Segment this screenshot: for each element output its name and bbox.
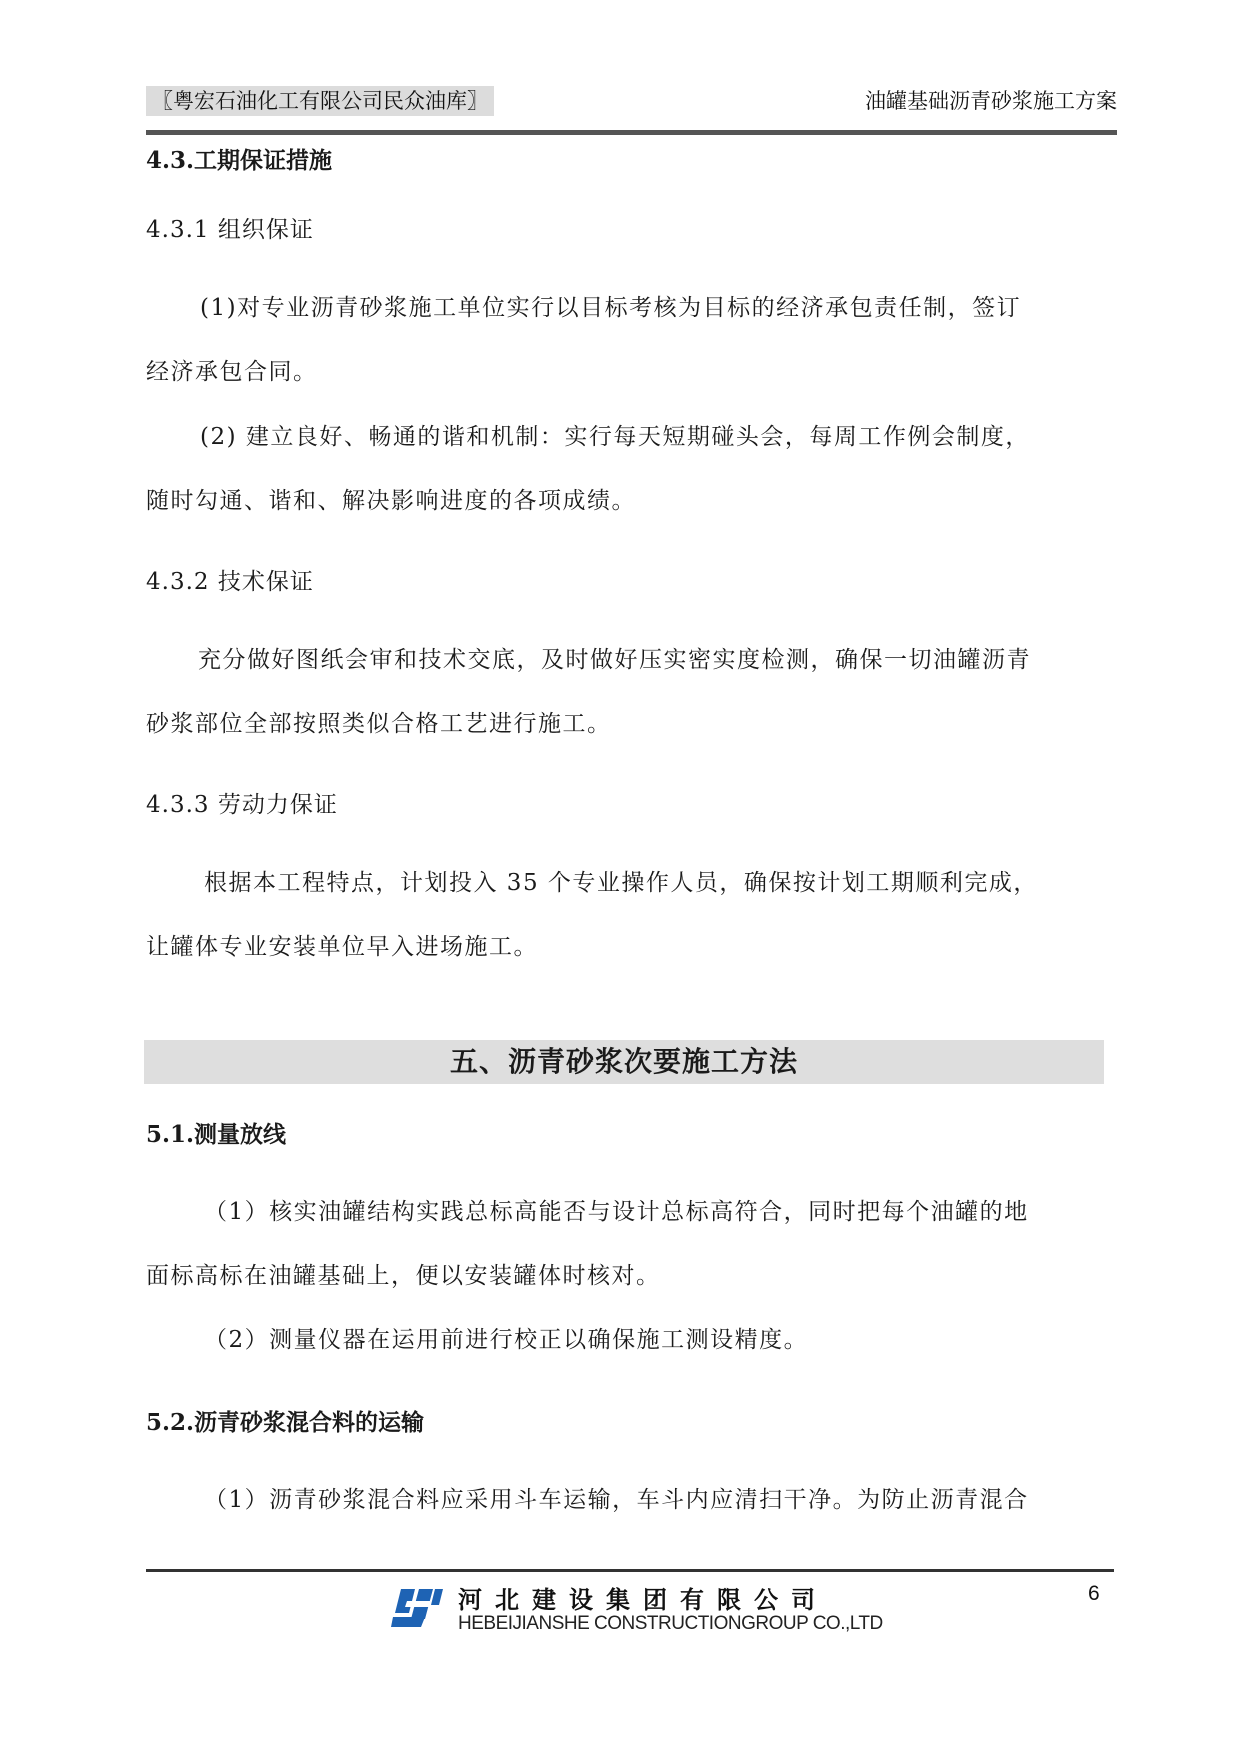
paragraph-4-3-2-line2: 砂浆部位全部按照类似合格工艺进行施工。 [146,711,612,737]
paragraph-4-3-3-line2: 让罐体专业安装单位早入进场施工。 [146,934,538,960]
section-heading-4-3: 4.3.工期保证措施 [146,147,333,174]
paragraph-5-1-1-line2: 面标高标在油罐基础上，便以安装罐体时核对。 [146,1263,661,1289]
paragraph-4-3-1-2-line2: 随时勾通、谐和、解决影响进度的各项成绩。 [146,488,636,514]
footer-company-name-en: HEBEIJIANSHE CONSTRUCTIONGROUP CO.,LTD [458,1613,883,1634]
paragraph-5-1-2: （2）测量仪器在运用前进行校正以确保施工测设精度。 [204,1327,809,1353]
company-logo-icon [391,1583,443,1631]
paragraph-5-1-1-line1: （1）核实油罐结构实践总标高能否与设计总标高符合，同时把每个油罐的地 [204,1199,1029,1225]
paragraph-4-3-1-1-line2: 经济承包合同。 [146,359,318,385]
paragraph-5-2-1-line1: （1）沥青砂浆混合料应采用斗车运输，车斗内应清扫干净。为防止沥青混合 [204,1487,1029,1513]
subsection-heading-4-3-2: 4.3.2 技术保证 [146,569,314,595]
page-number: 6 [1088,1582,1100,1605]
chapter-title: 五、沥青砂浆次要施工方法 [449,1045,798,1078]
paragraph-4-3-1-1-line1: (1)对专业沥青砂浆施工单位实行以目标考核为目标的经济承包责任制，签订 [200,295,1022,321]
section-heading-5-2: 5.2.沥青砂浆混合料的运输 [146,1409,425,1436]
paragraph-4-3-1-2-line1: (2) 建立良好、畅通的谐和机制：实行每天短期碰头会，每周工作例会制度， [200,424,1030,450]
header-company-name: 〖粤宏石油化工有限公司民众油库〗 [146,86,494,116]
subsection-heading-4-3-1: 4.3.1 组织保证 [146,217,314,243]
paragraph-4-3-2-line1: 充分做好图纸会审和技术交底，及时做好压实密实度检测，确保一切油罐沥青 [198,647,1031,673]
header-divider [146,130,1117,135]
footer-divider [146,1569,1114,1572]
footer-company-name-cn: 河北建设集团有限公司 [458,1586,828,1614]
section-heading-5-1: 5.1.测量放线 [146,1121,287,1148]
paragraph-4-3-3-line1: 根据本工程特点，计划投入 35 个专业操作人员，确保按计划工期顺利完成， [204,870,1038,896]
header-document-title: 油罐基础沥青砂浆施工方案 [865,89,1117,113]
subsection-heading-4-3-3: 4.3.3 劳动力保证 [146,792,338,818]
